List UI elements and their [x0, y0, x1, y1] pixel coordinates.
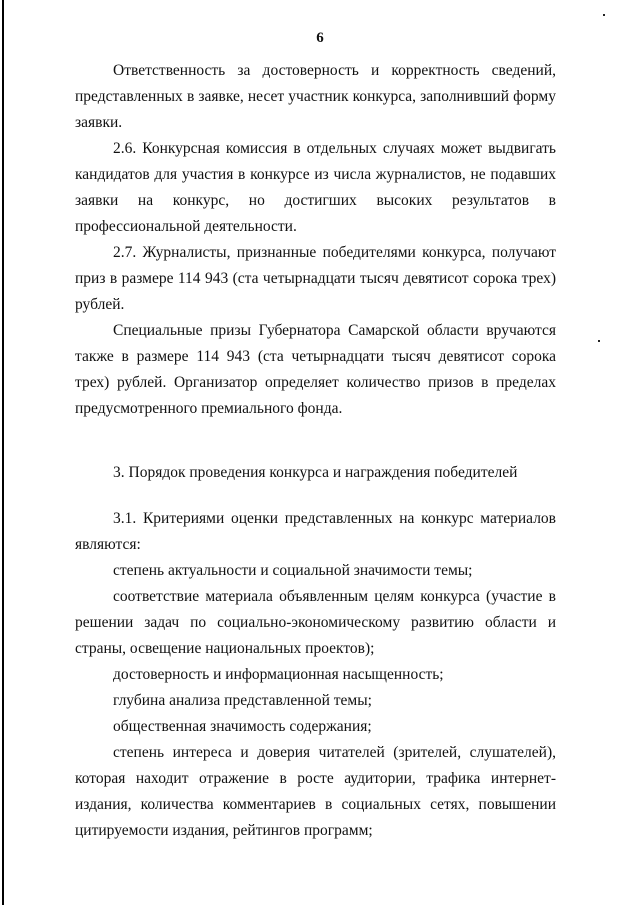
- page-number: 6: [316, 30, 324, 46]
- paragraph-special-prizes: Специальные призы Губернатора Самарской области вручаются также в размере 114 943 (ста четырнадцати тысяч девятисот сорока трех) рублей. Организатор определяет количество призов в пределах предусмотренного премиального фонда.: [75, 322, 556, 417]
- scan-speck: [598, 340, 600, 342]
- criterion-item: степень актуальности и социальной значимости темы;: [113, 562, 473, 579]
- criterion-item: степень интереса и доверия читателей (зрителей, слушателей), которая находит отражение в росте аудитории, трафика интернет-издания, количества комментариев в социальных сетях, повышении цитируемости издания, рейтингов программ;: [75, 744, 556, 839]
- paragraph-2-6: 2.6. Конкурсная комиссия в отдельных случаях может выдвигать кандидатов для участия в конкурсе из числа журналистов, не подавших заявки на конкурс, но достигших высоких результатов в профессиональной деятельности.: [75, 140, 556, 235]
- criterion-item: соответствие материала объявленным целям конкурса (участие в решении задач по социально-экономическому развитию области и страны, освещение национальных проектов);: [75, 588, 556, 657]
- scan-speck: [603, 14, 605, 16]
- criterion-item: глубина анализа представленной темы;: [113, 692, 372, 709]
- section-heading-3: 3. Порядок проведения конкурса и награждения победителей: [113, 464, 518, 481]
- criterion-item: достоверность и информационная насыщенность;: [113, 666, 444, 683]
- paragraph-3-1: 3.1. Критериями оценки представленных на конкурс материалов являются:: [75, 510, 556, 553]
- paragraph-responsibility: Ответственность за достоверность и корректность сведений, представленных в заявке, несет участник конкурса, заполнивший форму заявки.: [75, 62, 556, 131]
- scan-edge-line: [2, 0, 4, 905]
- paragraph-2-7: 2.7. Журналисты, признанные победителями конкурса, получают приз в размере 114 943 (ста четырнадцати тысяч девятисот сорока трех) рублей.: [75, 244, 556, 313]
- document-body: [75, 58, 556, 844]
- criterion-item: общественная значимость содержания;: [113, 718, 372, 735]
